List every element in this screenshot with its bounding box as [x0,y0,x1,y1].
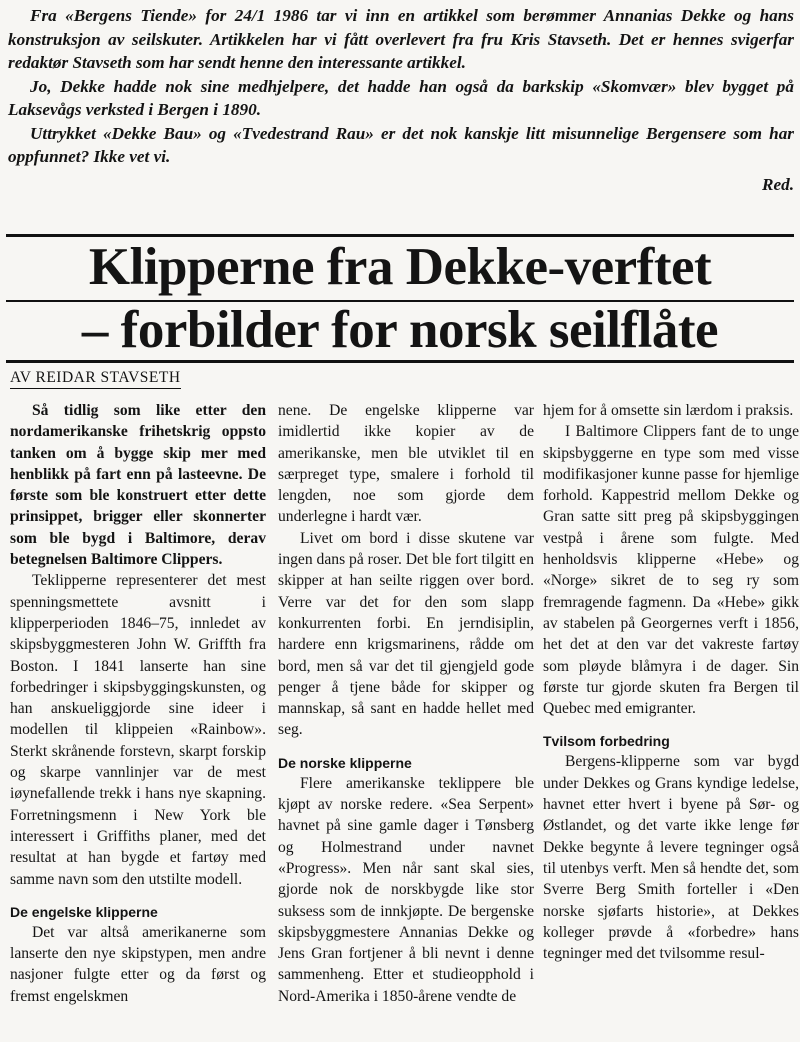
bottom-rule [6,360,794,363]
body-paragraph: Flere amerikanske teklippere ble kjøpt av norske redere. «Sea Serpent» havnet på sine gamle dager i Tønsberg og Holmestrand under navnet «Progress». Men når sant skal sies, gjorde nok de norskbygde like stor suksess som de innkjøpte. De bergenske skipsbyggmestere Annanias Dekke og Jens Gran fortjener å bli nevnt i denne sammenheng. Etter et studieopphold i Nord-Amerika i 1850-årene vendte de [278,774,534,1005]
editor-signature: Red. [762,174,794,194]
top-rule [6,234,794,237]
body-paragraph: Livet om bord i disse skutene var ingen dans på roser. Det ble fort tilgitt en skipper at han seilte riggen over bord. Verre var det for den som slapp konkurrenten forbi. En jerndisiplin, hardere enn krigsmarinens, rådde om bord, men så var det til gjengjeld gode penger å tjene både for skipper og mannskap, så sant en hadde hellet med seg. [278,529,534,739]
headline-line-2: – forbilder for norsk seilflåte [81,301,719,359]
column-2 [278,400,534,1007]
body-paragraph: hjem for å omsette sin lærdom i praksis. [543,402,794,419]
subheading: De norske klipperne [278,754,412,771]
column-3 [543,400,799,964]
column-1 [10,400,266,1007]
editor-note-paragraph: Uttrykket «Dekke Bau» og «Tvedestrand Rau» er det nok kanskje litt misunnelige Bergensere som har oppfunnet? Ikke vet vi. [8,123,794,166]
body-paragraph: Bergens-klipperne som var bygd under Dekkes og Grans kyndige ledelse, havnet etter hvert i byene på Sør- og Østlandet, og det varte ikke lenge før Dekke begynte å levere tegninger også til utenbys verft. Men så hendte det, som Sverre Berg Smith forteller i «Den norske sjøfarts historie», at Dekkes kolleger prøvde å «forbedre» hans tegninger med det tvilsomme resul- [543,753,799,963]
subheading: Tvilsom forbedring [543,733,670,750]
body-paragraph: nene. De engelske klipperne var imidlertid ikke kopier av de amerikanske, men ble utviklet til en særpreget type, smalere i forhold til lengden, noe som gjorde dem underlegne i hardt vær. [278,402,534,526]
subheading: De engelske klipperne [10,903,158,920]
body-paragraph: Teklipperne representerer det mest spenningsmettete avsnitt i klipperperioden 1846–75, innledet av skipsbyggmesteren John W. Griffth fra Boston. I 1841 lanserte han sine forbedringer i skipsbyggingskunsten, og han anskueliggjorde sine ideer i modellen til klippeien «Rainbow». Sterkt skrånende forstevn, skarpt forskip og skarpe vannlinjer var de mest iøynefallende trekk i hans nye skapning. Forretningsmenn i New York ble interessert i Griffiths planer, med det resultat at han bygde et fartøy med samme navn som den utstilte modell. [10,572,266,888]
editor-note [8,4,794,196]
body-paragraph: I Baltimore Clippers fant de to unge skipsbyggerne en type som med visse modifikasjoner kunne passe for hjemlige forhold. Kappestrid mellom Dekke og Gran satte sitt preg på skipsbyggingen vestpå i årene som fulgte. Med henholdsvis klipperne «Hebe» og «Norge» sikret de to seg ry som fremragende fagmenn. Da «Hebe» gikk av stabelen på Georgernes verft i 1856, het det at den var det vakreste fartøy som pløyde blåmyra i de dager. Sin første tur gjorde skuten fra Bergen til Quebec med emigranter. [543,423,799,718]
lead-paragraph: Så tidlig som like etter den nordamerikanske frihetskrig oppsto tanken om å bygge skip mer med henblikk på fart enn på lasteevne. De første som ble konstruert etter dette prinsippet, brigger eller skonnerter som ble bygd i Baltimore, derav betegnelsen Baltimore Clippers. [10,402,266,569]
editor-note-paragraph: Jo, Dekke hadde nok sine medhjelpere, det hadde han også da barkskip «Skomvær» blev bygget på Laksevågs verksted i Bergen i 1890. [8,76,794,119]
byline: AV REIDAR STAVSETH [10,369,181,389]
headline-line-1: Klipperne fra Dekke-verftet [88,238,712,296]
body-paragraph: Det var altså amerikanerne som lanserte den nye skipstypen, men andre nasjoner fulgte etter og da først og fremst engelskmen [10,923,266,1005]
editor-note-paragraph: Fra «Bergens Tiende» for 24/1 1986 tar vi inn en artikkel som berømmer Annanias Dekke og hans konstruksjon av seilskuter. Artikkelen har vi fått overlevert fra fru Kris Stavseth. Det er hennes svigerfar redaktør Stavseth som har sendt henne den interessante artikkel. [8,6,794,72]
